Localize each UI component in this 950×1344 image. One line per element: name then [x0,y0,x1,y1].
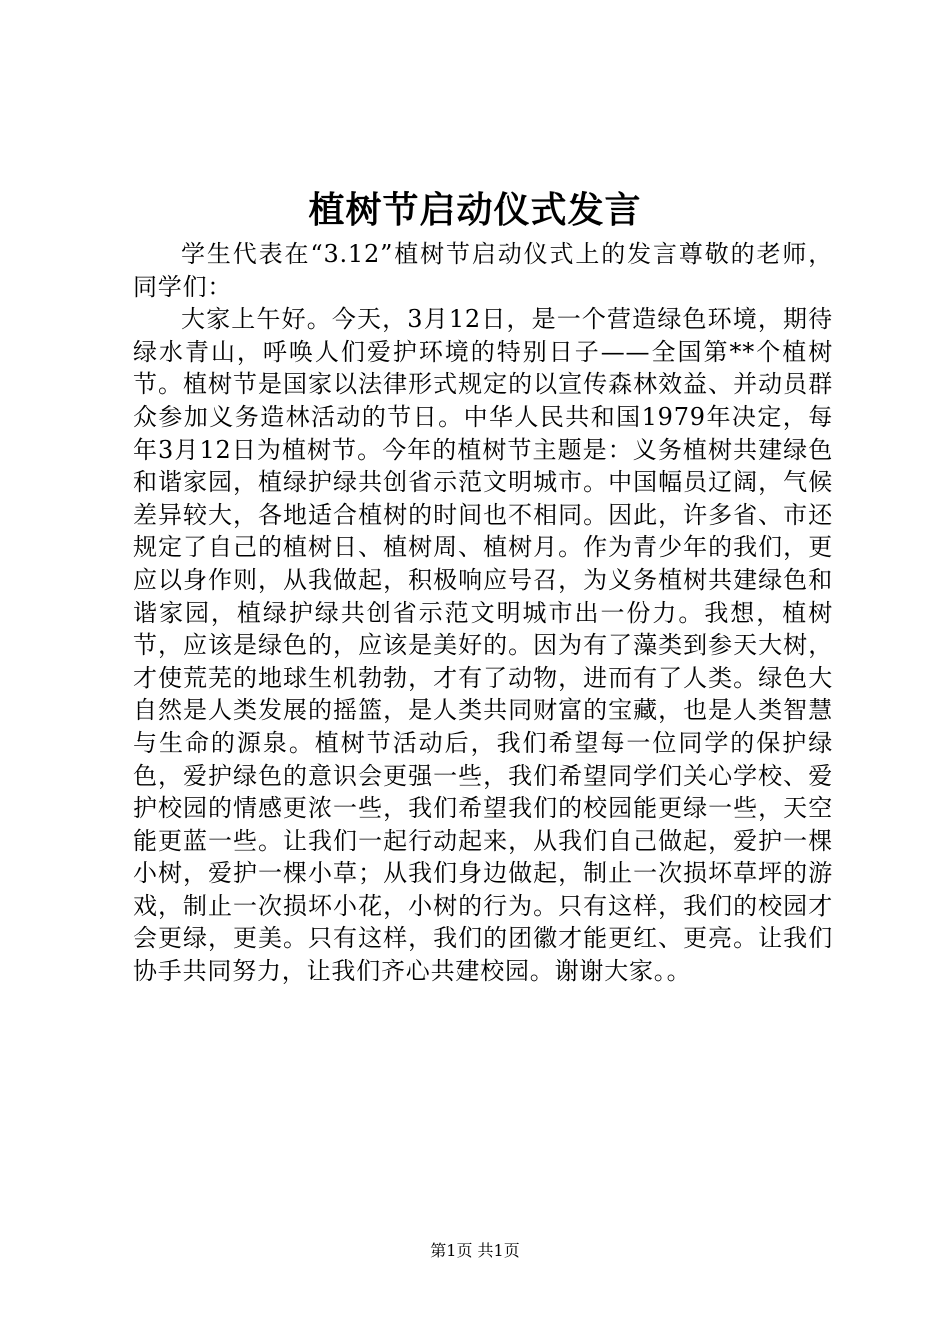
paragraph-speech: 大家上午好。今天，3月12日，是一个营造绿色环境，期待绿水青山，呼唤人们爱护环境的特别日子——全国第**个植树节。植树节是国家以法律形式规定的以宣传森林效益、并动员群众参加义务造林活动的节日。中华人民共和国1979年决定，每年3月12日为植树节。今年的植树节主题是：义务植树共建绿色和谐家园，植绿护绿共创省示范文明城市。中国幅员辽阔，气候差异较大，各地适合植树的时间也不相同。因此，许多省、市还规定了自己的植树日、植树周、植树月。作为青少年的我们，更应以身作则，从我做起，积极响应号召，为义务植树共建绿色和谐家园，植绿护绿共创省示范文明城市出一份力。我想，植树节，应该是绿色的，应该是美好的。因为有了藻类到参天大树，才使荒芜的地球生机勃勃，才有了动物，进而有了人类。绿色大自然是人类发展的摇篮，是人类共同财富的宝藏，也是人类智慧与生命的源泉。植树节活动后，我们希望每一位同学的保护绿色，爱护绿色的意识会更强一些，我们希望同学们关心学校、爱护校园的情感更浓一些，我们希望我们的校园能更绿一些，天空能更蓝一些。让我们一起行动起来，从我们自己做起，爱护一棵小树，爱护一棵小草；从我们身边做起，制止一次损坏草坪的游戏，制止一次损坏小花，小树的行为。只有这样，我们的校园才会更绿，更美。只有这样，我们的团徽才能更红、更亮。让我们协手共同努力，让我们齐心共建校园。谢谢大家。。 [133,305,833,986]
document-body [133,238,833,988]
paragraph-greeting: 学生代表在“3.12”植树节启动仪式上的发言尊敬的老师，同学们： [133,240,833,301]
document-title: 植树节启动仪式发言 [308,189,642,231]
page-footer: 第1页 共1页 [430,1241,520,1260]
